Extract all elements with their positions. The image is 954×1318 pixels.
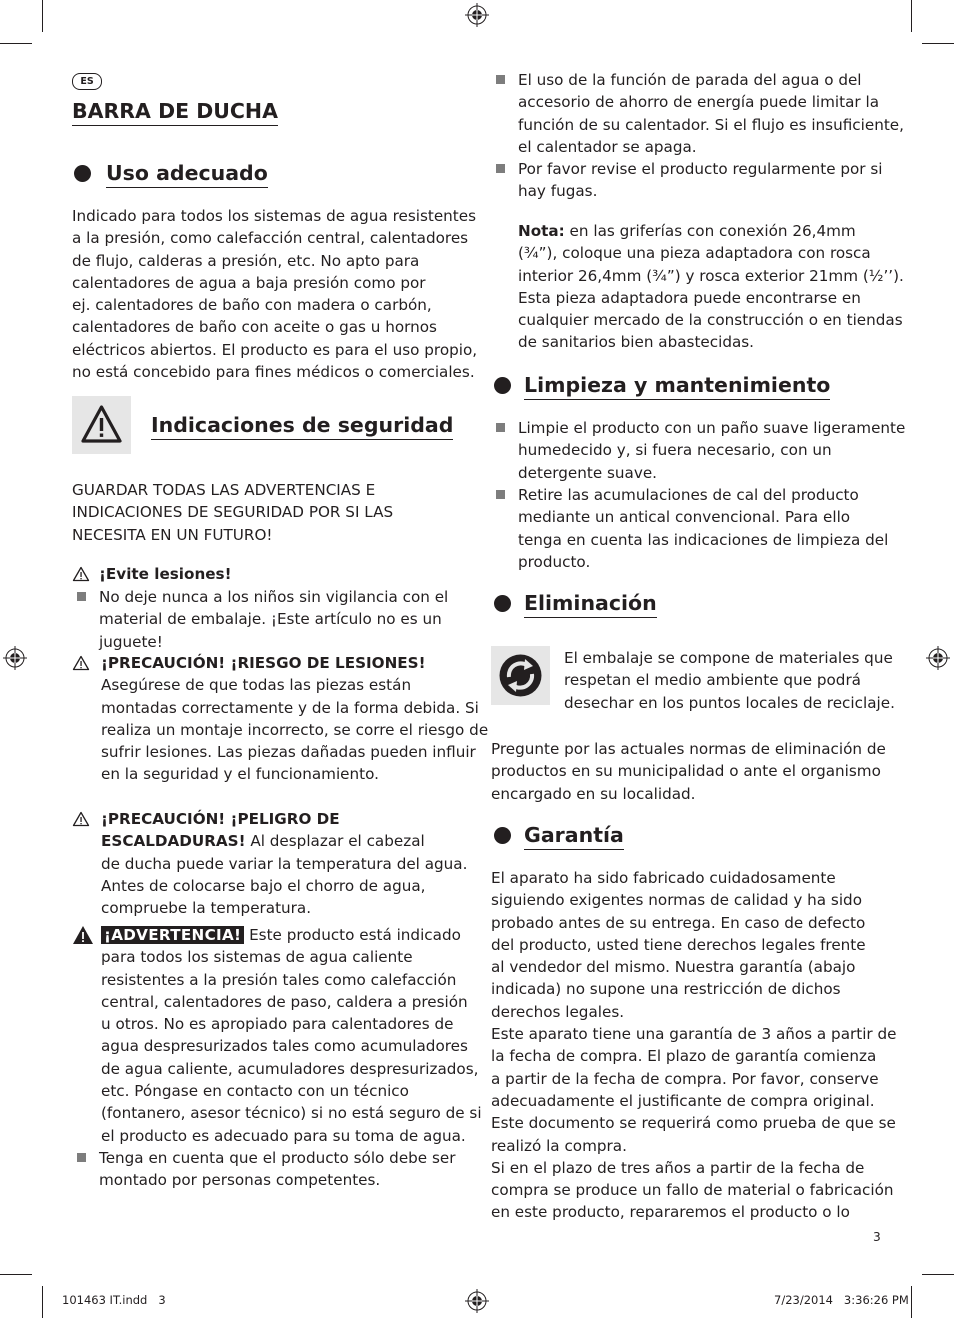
crop-mark bbox=[911, 0, 912, 32]
section-heading-eliminacion: Eliminación bbox=[524, 590, 657, 618]
registration-mark-icon bbox=[465, 1289, 489, 1313]
footer-timestamp: 7/23/2014 3:36:26 PM bbox=[774, 1293, 909, 1307]
last-bullet-text: Tenga en cuenta que el producto sólo debe ser montado por personas competentes. bbox=[99, 1149, 456, 1190]
page-number: 3 bbox=[873, 1230, 881, 1244]
crop-mark bbox=[42, 1286, 43, 1318]
right-bullet-2: Por favor revise el producto regularmente por si hay fugas. bbox=[518, 160, 883, 201]
green-dot-recycle-icon bbox=[491, 646, 550, 705]
evite-bullet-text: No deje nunca a los niños sin vigilancia con el material de embalaje. ¡Este artículo no es un juguete! bbox=[99, 588, 449, 651]
warning-small-icon bbox=[72, 811, 90, 827]
nota-paragraph: Nota: en las griferías con conexión 26,4mm (¾”), coloque una pieza adaptadora con rosca interior 26,4mm (¾”) y rosca exterior 21mm (½’’). Esta pieza adaptadora puede encontrarse en cualquier mercado de la construcción o en tiendas de sanitarios bien abastecidas. bbox=[518, 222, 904, 352]
advertencia-block: ¡ADVERTENCIA! Este producto está indicado para todos los sistemas de agua caliente resistentes a la presión tales como calefacción central, calentadores de paso, caldera a presión u otros. No es apropiado para calentadores de agua despresurizados tales como acumuladores de agua caliente, acumuladores despresurizados, etc. Póngase en contacto con un técnico (fontanero, asesor técnico) si no está seguro de si el producto es adecuado para su toma de agua. bbox=[101, 926, 482, 1145]
bullet-square-icon bbox=[496, 423, 505, 432]
warning-small-icon bbox=[72, 566, 90, 582]
limpieza-bullet-1: Limpie el producto con un paño suave ligeramente humedecido y, si fuera necesario, con un detergente suave. bbox=[518, 419, 906, 482]
section-heading-limpieza: Limpieza y mantenimiento bbox=[524, 372, 830, 400]
registration-mark-icon bbox=[3, 646, 27, 670]
crop-mark bbox=[0, 43, 32, 44]
bullet-dot-icon bbox=[494, 377, 511, 394]
bullet-square-icon bbox=[496, 490, 505, 499]
section-heading-garantia: Garantía bbox=[524, 822, 624, 850]
bullet-square-icon bbox=[77, 1153, 86, 1162]
page-title: BARRA DE DUCHA bbox=[72, 98, 278, 126]
warning-box bbox=[72, 396, 131, 454]
limpieza-bullet-2: Retire las acumulaciones de cal del producto mediante un antical convencional. Para ello tenga en cuenta las indicaciones de limpieza del producto. bbox=[518, 486, 889, 571]
section-heading-uso: Uso adecuado bbox=[106, 160, 268, 188]
uso-paragraph: Indicado para todos los sistemas de agua resistentes a la presión, como calefacción central, calentadores de flujo, calderas a presión, etc. No apto para calentadores de agua a baja presión como por ej. calentadores de baño con madera o carbón, calentadores de baño con aceite o gas u hornos eléctricos abiertos. El producto es para el uso propio, no está concebido para fines médicos o comerciales. bbox=[72, 207, 478, 382]
language-badge: ES bbox=[72, 73, 102, 90]
warning-filled-icon bbox=[72, 925, 94, 945]
advertencia-label: ¡ADVERTENCIA! bbox=[101, 926, 244, 944]
eliminacion-paragraph: Pregunte por las actuales normas de eliminación de productos en su municipalidad o ante el organismo encargado en su localidad. bbox=[491, 740, 886, 803]
crop-mark bbox=[922, 43, 954, 44]
warning-triangle-icon bbox=[72, 396, 131, 454]
footer-file-info: 101463 IT.indd 3 bbox=[62, 1293, 166, 1307]
garantia-paragraph: El aparato ha sido fabricado cuidadosamente siguiendo exigentes normas de calidad y ha sido probado antes de su entrega. En caso de defecto del producto, usted tiene derechos legales frente al vendedor del mismo. Nuestra garantía (abajo indicada) no supone una restricción de dichos derechos legales. Este aparato tiene una garantía de 3 años a partir de la fecha de compra. El plazo de garantía comienza a partir de la fecha de compra. Por favor, conserve adecuadamente el justificante de compra original. Este documento se requerirá como prueba de que se realizó la compra. Si en el plazo de tres años a partir de la fecha de compra se produce un fallo de material o fabricación en este producto, repararemos el producto o lo bbox=[491, 869, 897, 1222]
precaucion-escaldaduras: ¡PRECAUCIÓN! ¡PELIGRO DE ESCALDADURAS! Al desplazar el cabezal de ducha puede variar la temperatura del agua. Antes de colocarse bajo el chorro de agua, compruebe la temperatura. bbox=[101, 810, 468, 918]
bullet-square-icon bbox=[77, 592, 86, 601]
bullet-dot-icon bbox=[494, 827, 511, 844]
eliminacion-box-text: El embalaje se compone de materiales que respetan el medio ambiente que podrá desechar en los puntos locales de reciclaje. bbox=[564, 649, 895, 712]
crop-mark bbox=[42, 0, 43, 32]
warning-small-icon bbox=[72, 655, 90, 671]
safety-caps-text: GUARDAR TODAS LAS ADVERTENCIAS E INDICACIONES DE SEGURIDAD POR SI LAS NECESITA EN UN FUTURO! bbox=[72, 481, 394, 544]
bullet-square-icon bbox=[496, 75, 505, 84]
registration-mark-icon bbox=[926, 646, 950, 670]
bullet-dot-icon bbox=[494, 595, 511, 612]
section-heading-seguridad: Indicaciones de seguridad bbox=[151, 412, 453, 440]
registration-mark-icon bbox=[465, 3, 489, 27]
bullet-square-icon bbox=[496, 164, 505, 173]
crop-mark bbox=[0, 1274, 32, 1275]
recycle-box bbox=[491, 646, 550, 705]
bullet-dot-icon bbox=[74, 165, 91, 182]
crop-mark bbox=[911, 1286, 912, 1318]
evite-heading: ¡Evite lesiones! bbox=[99, 565, 232, 583]
crop-mark bbox=[922, 1274, 954, 1275]
right-bullet-1: El uso de la función de parada del agua o del accesorio de ahorro de energía puede limitar la función de su calentador. Si el flujo es insuficiente, el calentador se apaga. bbox=[518, 71, 904, 156]
precaucion-lesiones: ¡PRECAUCIÓN! ¡RIESGO DE LESIONES! Asegúrese de que todas las piezas están montadas correctamente y de la forma debida. Si realiza un montaje incorrecto, se corre el riesgo de sufrir lesiones. Las piezas dañadas pueden influir en la seguridad y el funcionamiento. bbox=[101, 654, 489, 784]
